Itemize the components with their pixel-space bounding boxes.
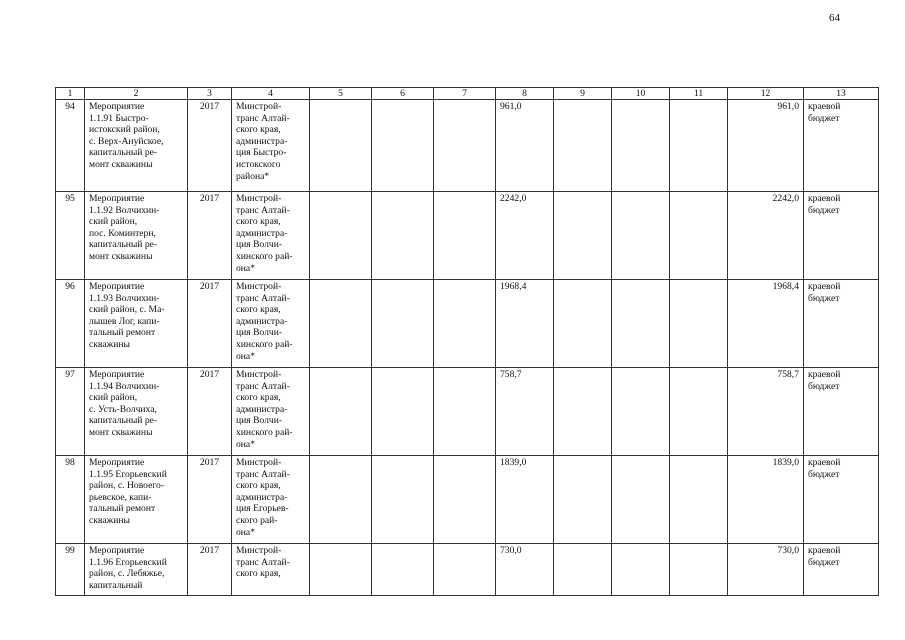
col7-cell bbox=[434, 456, 496, 544]
col5-cell bbox=[310, 100, 372, 192]
year-cell: 2017 bbox=[188, 192, 232, 280]
col11-cell bbox=[670, 100, 728, 192]
col6-cell bbox=[372, 456, 434, 544]
amount-col12: 1968,4 bbox=[728, 280, 804, 368]
col6-cell bbox=[372, 280, 434, 368]
year-cell: 2017 bbox=[188, 544, 232, 596]
funding-source: краевой бюджет bbox=[804, 456, 879, 544]
col9-cell bbox=[554, 100, 612, 192]
column-header-9: 9 bbox=[554, 88, 612, 100]
row-number: 95 bbox=[56, 192, 85, 280]
measure-description: Мероприятие 1.1.94 Волчихин- ский район, с. Усть-Волчиха, капитальный ре- монт скважины bbox=[85, 368, 188, 456]
column-header-11: 11 bbox=[670, 88, 728, 100]
col5-cell bbox=[310, 456, 372, 544]
measure-description: Мероприятие 1.1.92 Волчихин- ский район, пос. Коминтерн, капитальный ре- монт скважины bbox=[85, 192, 188, 280]
amount-col12: 730,0 bbox=[728, 544, 804, 596]
col11-cell bbox=[670, 368, 728, 456]
amount-col12: 961,0 bbox=[728, 100, 804, 192]
column-header-6: 6 bbox=[372, 88, 434, 100]
column-header-2: 2 bbox=[85, 88, 188, 100]
col6-cell bbox=[372, 368, 434, 456]
year-cell: 2017 bbox=[188, 456, 232, 544]
column-header-4: 4 bbox=[232, 88, 310, 100]
row-number: 96 bbox=[56, 280, 85, 368]
column-header-7: 7 bbox=[434, 88, 496, 100]
funding-source: краевой бюджет bbox=[804, 368, 879, 456]
col5-cell bbox=[310, 192, 372, 280]
executor-cell: Минстрой- транс Алтай- ского края, администра- ция Волчи- хинского рай- она* bbox=[232, 368, 310, 456]
col10-cell bbox=[612, 100, 670, 192]
col6-cell bbox=[372, 192, 434, 280]
col10-cell bbox=[612, 544, 670, 596]
col9-cell bbox=[554, 456, 612, 544]
year-cell: 2017 bbox=[188, 368, 232, 456]
row-number: 99 bbox=[56, 544, 85, 596]
amount-col12: 1839,0 bbox=[728, 456, 804, 544]
amount-col8: 961,0 bbox=[496, 100, 554, 192]
col9-cell bbox=[554, 544, 612, 596]
executor-cell: Минстрой- транс Алтай- ского края, администра- ция Волчи- хинского рай- она* bbox=[232, 192, 310, 280]
col7-cell bbox=[434, 368, 496, 456]
col10-cell bbox=[612, 368, 670, 456]
measure-description: Мероприятие 1.1.96 Егорьевский район, с. Лебяжье, капитальный bbox=[85, 544, 188, 596]
col7-cell bbox=[434, 192, 496, 280]
year-cell: 2017 bbox=[188, 100, 232, 192]
col11-cell bbox=[670, 280, 728, 368]
measure-description: Мероприятие 1.1.93 Волчихин- ский район, с. Ма- лышев Лог, капи- тальный ремонт скважины bbox=[85, 280, 188, 368]
col11-cell bbox=[670, 456, 728, 544]
amount-col12: 758,7 bbox=[728, 368, 804, 456]
executor-cell: Минстрой- транс Алтай- ского края, администра- ция Быстро- истокского района* bbox=[232, 100, 310, 192]
col9-cell bbox=[554, 368, 612, 456]
col7-cell bbox=[434, 280, 496, 368]
measure-description: Мероприятие 1.1.91 Быстро- истокский район, с. Верх-Ануйское, капитальный ре- монт скважины bbox=[85, 100, 188, 192]
col6-cell bbox=[372, 544, 434, 596]
col9-cell bbox=[554, 192, 612, 280]
measure-description: Мероприятие 1.1.95 Егорьевский район, с. Новоего- рьевское, капи- тальный ремонт скважины bbox=[85, 456, 188, 544]
column-header-12: 12 bbox=[728, 88, 804, 100]
col7-cell bbox=[434, 100, 496, 192]
col10-cell bbox=[612, 456, 670, 544]
col9-cell bbox=[554, 280, 612, 368]
col5-cell bbox=[310, 544, 372, 596]
column-header-1: 1 bbox=[56, 88, 85, 100]
col5-cell bbox=[310, 368, 372, 456]
table-row bbox=[56, 456, 879, 544]
amount-col8: 1968,4 bbox=[496, 280, 554, 368]
amount-col8: 1839,0 bbox=[496, 456, 554, 544]
header-row bbox=[56, 88, 879, 100]
column-header-13: 13 bbox=[804, 88, 879, 100]
executor-cell: Минстрой- транс Алтай- ского края, администра- ция Егорьев- ского рай- она* bbox=[232, 456, 310, 544]
amount-col8: 758,7 bbox=[496, 368, 554, 456]
col11-cell bbox=[670, 192, 728, 280]
column-header-8: 8 bbox=[496, 88, 554, 100]
col11-cell bbox=[670, 544, 728, 596]
table-row bbox=[56, 100, 879, 192]
year-cell: 2017 bbox=[188, 280, 232, 368]
column-header-10: 10 bbox=[612, 88, 670, 100]
table-row bbox=[56, 544, 879, 596]
col7-cell bbox=[434, 544, 496, 596]
funding-source: краевой бюджет bbox=[804, 100, 879, 192]
measures-table bbox=[55, 87, 879, 596]
funding-source: краевой бюджет bbox=[804, 192, 879, 280]
amount-col8: 2242,0 bbox=[496, 192, 554, 280]
col10-cell bbox=[612, 280, 670, 368]
col10-cell bbox=[612, 192, 670, 280]
table-row bbox=[56, 192, 879, 280]
amount-col12: 2242,0 bbox=[728, 192, 804, 280]
page-number: 64 bbox=[829, 12, 840, 24]
table-row bbox=[56, 368, 879, 456]
funding-source: краевой бюджет bbox=[804, 544, 879, 596]
row-number: 97 bbox=[56, 368, 85, 456]
col6-cell bbox=[372, 100, 434, 192]
row-number: 94 bbox=[56, 100, 85, 192]
row-number: 98 bbox=[56, 456, 85, 544]
executor-cell: Минстрой- транс Алтай- ского края, администра- ция Волчи- хинского рай- она* bbox=[232, 280, 310, 368]
executor-cell: Минстрой- транс Алтай- ского края, bbox=[232, 544, 310, 596]
amount-col8: 730,0 bbox=[496, 544, 554, 596]
table-row bbox=[56, 280, 879, 368]
col5-cell bbox=[310, 280, 372, 368]
column-header-3: 3 bbox=[188, 88, 232, 100]
funding-source: краевой бюджет bbox=[804, 280, 879, 368]
column-header-5: 5 bbox=[310, 88, 372, 100]
